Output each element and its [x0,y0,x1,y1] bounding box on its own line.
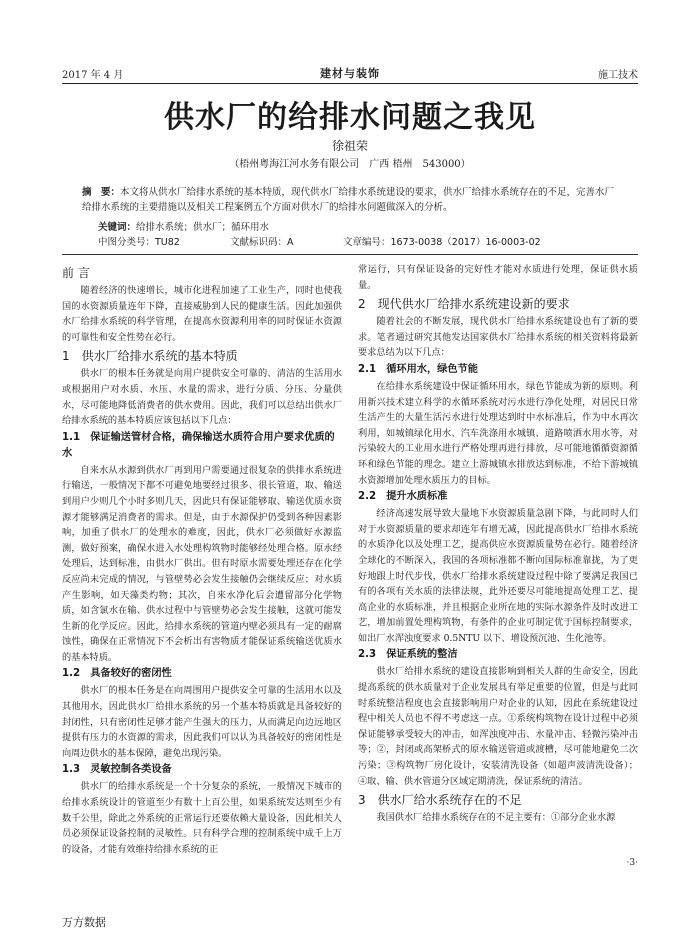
header-section: 施工技术 [598,70,638,81]
keywords-text: 给排水系统；供水厂；循环用水 [136,222,270,233]
paragraph: 供水厂给排水系统的建设直接影响到相关人群的生命安全，因此提高系统的供水质量对于企业发展具有举足重要的位置，但是与此同时系统整洁程度也会直接影响用户对企业的认知，因此在系统建设过程中相关人员也不得不考虑这一点。①系统构筑物在设计过程中必须保证能够承受较大的冲击，如浑浊度冲击、水量冲击、轻微污染冲击等；②，封闭或高架桥式的原水输送管道或渡槽，尽可能地避免二次污染；③构筑物厂房化设计，安装清洗设备（如超声波清洗设备）；④取、输、供水管道分区域定期清洗，保证系统的清洁。 [358,666,638,787]
header-rule [62,83,638,84]
section-heading: 2 现代供水厂给排水系统建设新的要求 [358,297,570,312]
article-title: 供水厂的给排水问题之我见 [164,100,536,135]
author-name: 徐祖荣 [331,139,368,153]
document-code: 文献标识码：A [230,237,294,248]
paragraph: 供水厂的根本任务就是向用户提供安全可靠的、清洁的生活用水或根据用户对水质、水压、水量的需求，进行分质、分压、分量供水，尽可能地降低消费者的供水费用。因此，我们可以总结出供水厂给排水系统的基本特质应该包括以下几点： [62,368,342,427]
keywords [98,219,269,233]
running-header [62,66,638,82]
subsection-heading: 2.2 提升水质标准 [358,491,448,503]
abstract-rule [62,254,638,255]
page-number: ·3· [626,858,638,868]
paragraph: 常运行，只有保证设备的完好性才能对水质进行处理，保证供水质量。 [358,264,638,291]
clc-number: 中图分类号：TU82 [98,237,180,248]
left-column [62,262,342,857]
right-column [358,262,638,826]
subsection-heading: 2.3 保证系统的整洁 [358,649,458,661]
section-heading: 1 供水厂给排水系统的基本特质 [62,349,238,364]
subsection-heading: 1.2 具备较好的密闭性 [62,668,172,680]
article-number: 文章编号：1673-0038（2017）16-0003-02 [343,237,541,248]
subsection-heading: 1.3 灵敏控制各类设备 [62,764,172,776]
paragraph: 供水厂的根本任务是在向周围用户提供安全可靠的生活用水以及其他用水，因此供水厂给排水系统的另一个基本特质就是具备较好的封闭性，只有密闭性足够才能产生强大的压力，从而满足向边远地区提供有压力的水资源的需求，因此我们可以认为具备较好的密闭性是向周边供水的基本保障，避免出现污染。 [62,685,342,759]
paragraph: 在给排水系统建设中保证循环用水，绿色节能成为新的原则。利用新兴技术建立科学的水循环系统对污水进行净化处理，对居民日常生活产生的大量生活污水进行处理达到时中水标准后，作为中水再次利用，如城镇绿化用水、汽车洗涤用水城镇、道路喷洒水用水等，对污染较大的工业用水进行严格处理再进行排放，尽可能地循循资源循环和绿色节能的理念。建立上游城镇水排放达到标准，不给下游城镇水资源增加处理水质压力的目标。 [358,380,638,486]
classification-line [98,234,640,248]
paragraph: 供水厂的给排水系统是一个十分复杂的系统，一般情况下城市的给排水系统设计的管道至少有数十上百公里，如果系统发达则至少有数千公里，除此之外系统的正常运行还要依赖大量设备，因此相关人员必须保证设备控制的灵敏性。只有科学合理的控制系统中成千上万的设备，才能有效维持给排水系统的正 [62,781,342,855]
journal-name: 建材与装饰 [320,67,380,80]
subsection-heading: 1.1 保证输送管材合格，确保输送水质符合用户要求优质的水 [62,431,335,459]
paragraph: 随着社会的不断发展，现代供水厂给排水系统建设也有了新的要求。笔者通过研究其他发达国家供水厂给排水系统的相关资料将最新要求总结为以下几点： [358,316,638,359]
author-affiliation: （梧州粤海江河水务有限公司 广西 梧州 543000） [229,159,471,170]
section-heading: 3 供水厂给水系统存在的不足 [358,793,522,808]
section-heading: 前 言 [62,266,90,280]
abstract-text: 本文将从供水厂给排水系统的基本特质，现代供水厂给排水系统建设的要求，供水厂给排水系统存在的不足，完善水厂给排水系统的主要措施以及相关工程案例五个方面对供水厂的给排水问题做深入的分析。 [82,187,615,213]
paragraph: 自来水从水源到供水厂再到用户需要通过很复杂的供排水系统进行输送，一般情况下都不可避免地要经过很多、很长管道，取、输送到用户少则几个小时多则几天，因此只有保证能够取、输送优质水资源才能够满足消费者的需求。但是，由于水源保护仍受到各种因素影响，加重了供水厂的处理水的难度，因此，供水厂必须做好水源监测，做好预案，确保水进入水处理构筑物时能够经处理合格。原水经处理后，达到标准，由供水厂供出。但有时原水需要处理还存在化学反应尚未完成的情况，与管壁势必会发生接触仍会继续反应；对水质产生影响，如天藻类灼物；其次，自来水净化后会遭留部分化学物质，如含氯水在输、供水过程中与管壁势必会发生接触，这就可能发生新的化学反应。因此，给排水系统的管道内壁必须具有一定的耐腐蚀性，确保在正常情况下不会析出有害物质才能保证系统输送优质水的基本特质。 [62,464,342,663]
header-date: 2017 年 4 月 [62,70,124,81]
paragraph: 我国供水厂给排水系统存在的不足主要有：①部分企业水源 [376,812,616,824]
paragraph: 随着经济的快速增长，城市化进程加速了工业生产，同时也使我国的水资源质量连年下降，直接威胁到人民的健康生活。因此加强供水厂给排水系统的科学管理，在提高水资源利用率的同时保证水资源的可靠性和安全性势在必行。 [62,285,342,343]
paragraph: 经济高速发展导致大量地下水资源质量急剧下降，与此同时人们对于水资源质量的要求却连年有增无减，因此提高供水厂给排水系统的水质净化以及处理工艺，提高供应水资源质量势在必行。随着经济全球化的不断深入，我国的各项标准都不断向国际标准靠拢，为了更好地跟上时代步伐，供水厂给排水系统建设过程中除了要满足我国已有的各项有关水质的法律法规，此外还要尽可能地提高处理工艺、提高企业的水质标准，并且根据企业所在地的实际水源条件及时改进工艺，增加前置处理构筑物，有条件的企业可制定优于国标控制要求，如出厂水浑浊度要求 0.5NTU 以下、增设预沉池、生化池等。 [358,508,638,644]
abstract [82,186,618,215]
keywords-label: 关键词： [98,222,137,233]
abstract-label: 摘 要： [82,187,121,198]
subsection-heading: 2.1 循环用水，绿色节能 [358,363,478,375]
watermark-text: 万方数据 [62,916,106,929]
